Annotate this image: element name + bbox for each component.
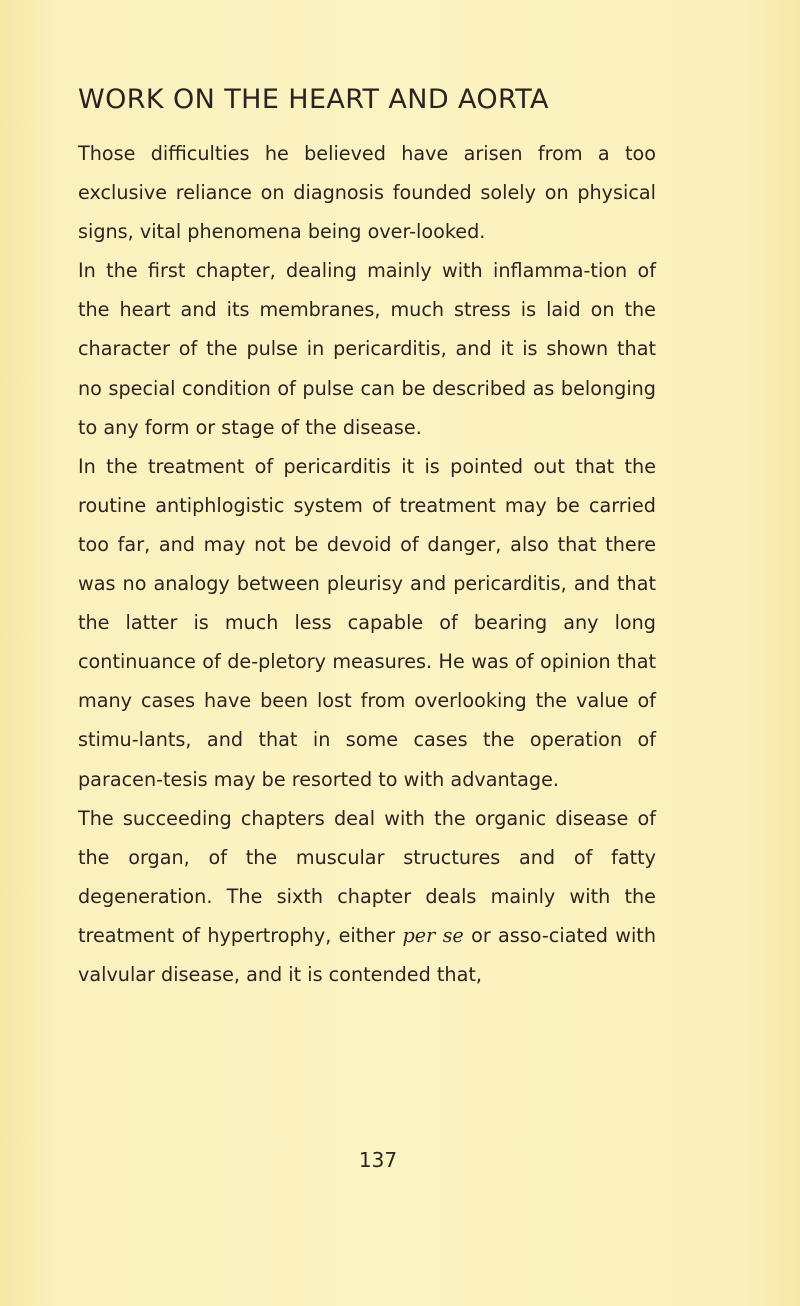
paragraph-2: In the first chapter, dealing mainly with inflamma-tion of the heart and its membranes, much stress is laid on the character of the pulse in pericarditis, and it is shown that no special condition of pulse can be described as belonging to any form or stage of the disease. <box>78 259 656 439</box>
page-number: 137 <box>358 1148 398 1172</box>
paragraph-1: Those difficulties he believed have arisen from a too exclusive reliance on diagnosis founded solely on physical signs, vital phenomena being over-looked. <box>78 142 656 244</box>
running-head: WORK ON THE HEART AND AORTA <box>78 84 549 115</box>
paragraph-3: In the treatment of pericarditis it is pointed out that the routine antiphlogistic system of treatment may be carried too far, and may not be devoid of danger, also that there was no analogy between pleurisy and pericarditis, and that the latter is much less capable of bearing any long continuance of de-pletory measures. He was of opinion that many cases have been lost from overlooking the value of stimu-lants, and that in some cases the operation of paracen-tesis may be resorted to with advantage. <box>78 454 656 791</box>
paragraph-4 <box>78 799 656 994</box>
paragraph-4-text-b: or asso-ciated with valvular disease, and it is contended that, <box>78 923 656 986</box>
body-text <box>78 134 656 994</box>
paragraph-4-text-a: The succeeding chapters deal with the organic disease of the organ, of the muscular structures and of fatty degeneration. The sixth chapter deals mainly with the treatment of hypertrophy, either <box>78 806 656 947</box>
paragraph-4-italic: per se <box>402 923 464 947</box>
